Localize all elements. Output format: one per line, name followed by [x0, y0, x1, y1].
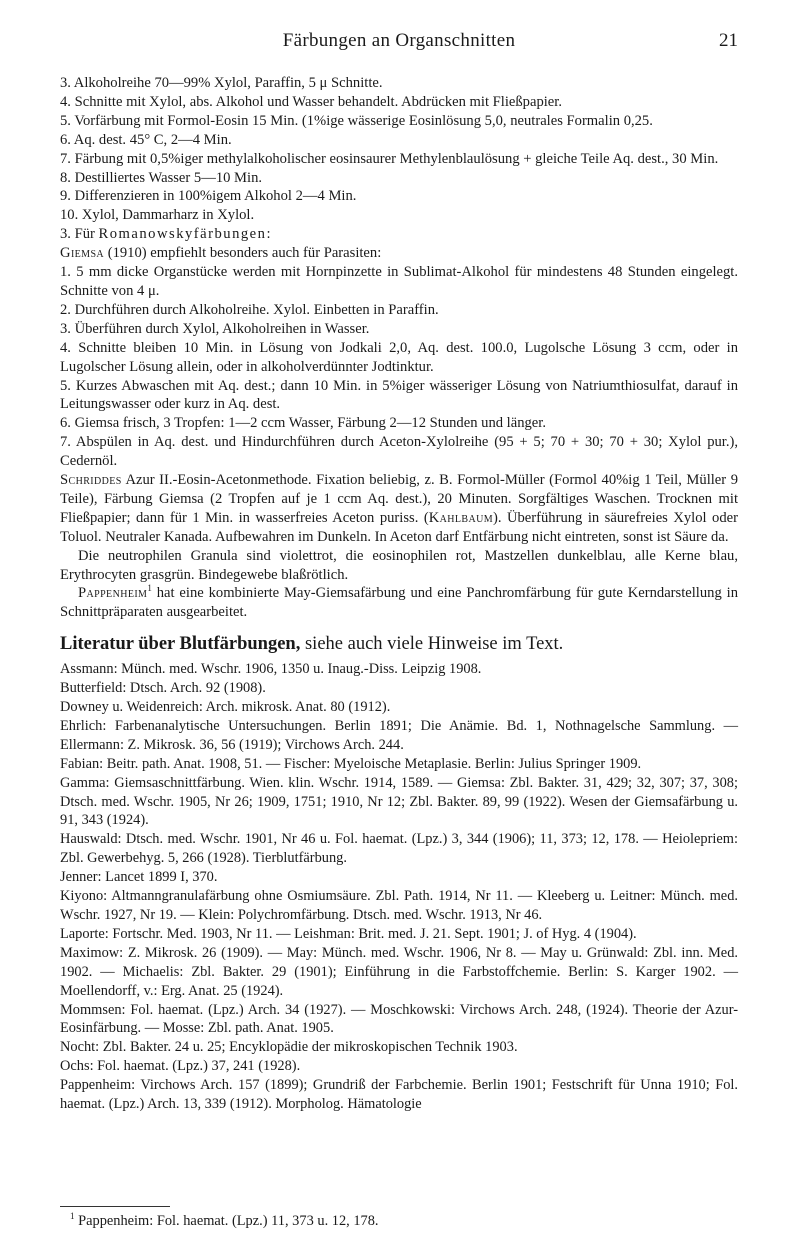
- giemsa-intro-text: (1910) empfiehlt besonders auch für Parasiten:: [104, 245, 382, 262]
- granula-paragraph: Die neutrophilen Granula sind violettrot, die eosinophilen rot, Mastzellen dunkelblau, alle Kerne blau, Erythrocyten grasgrün. Bindegewebe blaßrötlich.: [60, 547, 738, 583]
- reference-item: Ochs: Fol. haemat. (Lpz.) 37, 241 (1928).: [60, 1058, 301, 1075]
- step-a-8: 8. Destilliertes Wasser 5—10 Min.: [60, 169, 263, 186]
- reference-item: Hauswald: Dtsch. med. Wschr. 1901, Nr 46 u. Fol. haemat. (Lpz.) 3, 344 (1906); 11, 373; 12, 178. — Heiolepriem: Zbl. Gewerbehyg. 5, 266 (1928). Tierblutfärbung.: [60, 831, 738, 867]
- reference-item: Butterfield: Dtsch. Arch. 92 (1908).: [60, 680, 266, 697]
- literature-heading-rest: siehe auch viele Hinweise im Text.: [300, 634, 564, 655]
- footnote-rule: [60, 1206, 170, 1207]
- reference-item: Jenner: Lancet 1899 I, 370.: [60, 869, 218, 886]
- step-b-2: 2. Durchführen durch Alkoholreihe. Xylol. Einbetten in Paraffin.: [60, 301, 439, 318]
- footnote-text-line: [60, 1212, 738, 1230]
- section-title: Romanowskyfärbungen:: [98, 226, 272, 243]
- reference-item: Ehrlich: Farbenanalytische Untersuchungen. Berlin 1891; Die Anämie. Bd. 1, Nothnagelsche Sammlung. — Ellermann: Z. Mikrosk. 36, 56 (1919); Virchows Arch. 244.: [60, 717, 738, 753]
- section-heading-romanowsky: [60, 225, 738, 244]
- pappenheim-paragraph: [60, 584, 738, 622]
- step-a-7: 7. Färbung mit 0,5%iger methylalkoholischer eosinsaurer Methylenblaulösung + gleiche Teile Aq. dest., 30 Min.: [60, 150, 719, 167]
- main-text: [60, 58, 738, 1114]
- page-number: 21: [719, 30, 738, 51]
- step-a-5: 5. Vorfärbung mit Formol-Eosin 15 Min. (1%ige wässerige Eosinlösung 5,0, neutrales Formalin 0,25.: [60, 112, 653, 129]
- author-giemsa: Giemsa: [60, 245, 105, 262]
- schridde-paragraph: [60, 471, 738, 547]
- reference-item: Downey u. Weidenreich: Arch. mikrosk. Anat. 80 (1912).: [60, 699, 391, 715]
- ref-kahlbaum: Kahlbaum: [428, 509, 493, 526]
- step-b-1: 1. 5 mm dicke Organstücke werden mit Hornpinzette in Sublimat-Alkohol für mindestens 48 Stunden eingelegt. Schnitte von 4 μ.: [60, 264, 738, 299]
- reference-item: Nocht: Zbl. Bakter. 24 u. 25; Encyklopädie der mikroskopischen Technik 1903.: [60, 1039, 518, 1056]
- schridde-text-2: ). Überführung in säurefreies Xylol oder Toluol. Neutraler Kanada. Aufbewahren im Dunkeln. In Aceton darf Entfärbung nicht eintreten, sonst ist Säure da.: [60, 509, 738, 545]
- reference-item: Maximow: Z. Mikrosk. 26 (1909). — May: Münch. med. Wschr. 1906, Nr 8. — May u. Grünwald: Zbl. inn. Med. 1902. — Michaelis: Zbl. Bakter. 29 (1901); Einführung in die Farbstoffchemie. Berlin: S. Karger 1902. — Moellendorff, v.: Erg. Anat. 25 (1924).: [60, 944, 738, 999]
- reference-item: Laporte: Fortschr. Med. 1903, Nr 11. — Leishman: Brit. med. J. 21. Sept. 1901; J. of Hyg. 4 (1904).: [60, 925, 637, 942]
- footnote-text: Pappenheim: Fol. haemat. (Lpz.) 11, 373 u. 12, 178.: [78, 1213, 379, 1229]
- reference-item: Assmann: Münch. med. Wschr. 1906, 1350 u. Inaug.-Diss. Leipzig 1908.: [60, 661, 482, 678]
- step-a-9: 9. Differenzieren in 100%igem Alkohol 2—4 Min.: [60, 188, 357, 205]
- step-b-3: 3. Überführen durch Xylol, Alkoholreihen in Wasser.: [60, 320, 370, 337]
- author-pappenheim: Pappenheim: [78, 585, 148, 602]
- step-a-4: 4. Schnitte mit Xylol, abs. Alkohol und Wasser behandelt. Abdrücken mit Fließpapier.: [60, 93, 562, 110]
- section-prefix: 3. Für: [60, 226, 99, 243]
- footnote-ref[interactable]: 1: [147, 583, 152, 594]
- pappenheim-text: hat eine kombinierte May-Giemsafärbung und eine Panchromfärbung für gute Kerndarstellung in Schnittpräparaten ausgearbeitet.: [60, 585, 738, 621]
- step-a-6: 6. Aq. dest. 45° C, 2—4 Min.: [60, 131, 232, 148]
- step-b-5: 5. Kurzes Abwaschen mit Aq. dest.; dann 10 Min. in 5%iger wässeriger Lösung von Natriumthiosulfat, darauf in Leitungswasser oder kurz in Aq. dest.: [60, 377, 738, 413]
- footnote-mark: 1: [70, 1211, 75, 1222]
- reference-item: Pappenheim: Virchows Arch. 157 (1899); Grundriß der Farbchemie. Berlin 1901; Festschrift für Unna 1910; Fol. haemat. (Lpz.) Arch. 13, 339 (1912). Morpholog. Hämatologie: [60, 1077, 738, 1113]
- footnote: [60, 1212, 738, 1230]
- literature-heading-bold: Literatur über Blutfärbungen,: [60, 634, 301, 655]
- page-header: [60, 0, 738, 58]
- step-a-10: 10. Xylol, Dammarharz in Xylol.: [60, 207, 255, 224]
- step-b-6: 6. Giemsa frisch, 3 Tropfen: 1—2 ccm Wasser, Färbung 2—12 Stunden und länger.: [60, 415, 546, 432]
- running-title: Färbungen an Organschnitten: [282, 30, 516, 51]
- reference-list: [60, 660, 738, 1114]
- step-b-4: 4. Schnitte bleiben 10 Min. in Lösung von Jodkali 2,0, Aq. dest. 100.0, Lugolsche Lösung 3 ccm, oder in Lugolscher Lösung allein, oder in alkoholverdünnter Jodtinktur.: [60, 339, 738, 375]
- author-schridde: Schriddes: [60, 472, 122, 489]
- reference-item: Fabian: Beitr. path. Anat. 1908, 51. — Fischer: Myeloische Metaplasie. Berlin: Julius Springer 1909.: [60, 755, 642, 772]
- schridde-text: Azur II.-Eosin-Acetonmethode. Fixation beliebig, z. B. Formol-Müller (Formol 40%ig 1 Teil, Müller 9 Teile), Färbung Giemsa (2 Tropfen auf je 1 ccm Aq. dest.), 20 Minuten. Sorgfältiges Waschen. Trocknen mit Fließpapier; dann für 1 Min. in wasserfreies Aceton puriss. (: [60, 472, 738, 526]
- literature-heading: [60, 635, 738, 654]
- reference-item: Mommsen: Fol. haemat. (Lpz.) Arch. 34 (1927). — Moschkowski: Virchows Arch. 248, (1924). Theorie der Azur-Eosinfärbung. — Mosse: Zbl. path. Anat. 1905.: [60, 1001, 738, 1037]
- step-b-7: 7. Abspülen in Aq. dest. und Hindurchführen durch Aceton-Xylolreihe (95 + 5; 70 + 30; 70 + 30; Xylol pur.), Cedernöl.: [60, 434, 738, 470]
- reference-item: Gamma: Giemsaschnittfärbung. Wien. klin. Wschr. 1914, 1589. — Giemsa: Zbl. Bakter. 31, 429; 32, 307; 37, 308; Dtsch. med. Wschr. 1905, Nr 26; 1909, 1751; 1910, Nr 12; Zbl. Bakter. 89, 99 (1922). Wesen der Giemsafärbung u. 91, 343 (1924).: [60, 774, 738, 829]
- giemsa-intro: [60, 244, 738, 263]
- reference-item: Kiyono: Altmanngranulafärbung ohne Osmiumsäure. Zbl. Path. 1914, Nr 11. — Kleeberg u. Leitner: Münch. med. Wschr. 1927, Nr 19. — Klein: Polychromfärbung. Dtsch. med. Wschr. 1913, Nr 46.: [60, 888, 738, 923]
- step-a-3: 3. Alkoholreihe 70—99% Xylol, Paraffin, 5 μ Schnitte.: [60, 75, 383, 91]
